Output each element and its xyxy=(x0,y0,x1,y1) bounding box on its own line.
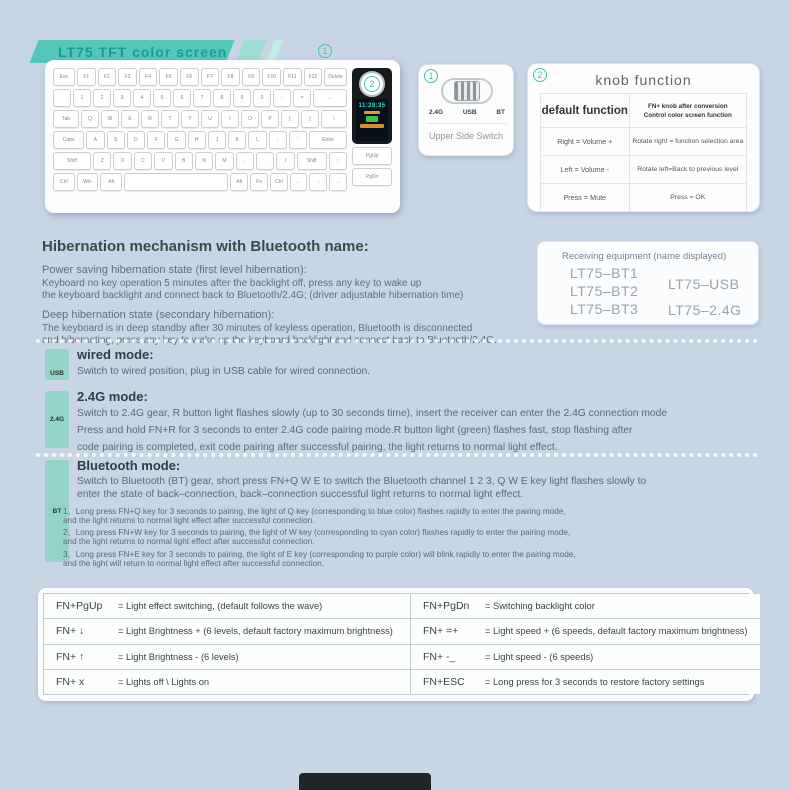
keyboard-key: J xyxy=(208,131,226,149)
bt-mode-title: Bluetooth mode: xyxy=(77,458,181,473)
keyboard-key: ↓ xyxy=(309,173,327,191)
keyboard-key: D xyxy=(127,131,145,149)
hibernation-section xyxy=(42,238,547,347)
keyboard-key: ← xyxy=(313,89,347,107)
keyboard-key: Shift xyxy=(297,152,327,170)
keyboard-key: F xyxy=(147,131,165,149)
keyboard-key: W xyxy=(101,110,119,128)
marker-1-icon: 1 xyxy=(318,44,332,58)
keyboard-key: F4 xyxy=(139,68,158,86)
fn-row xyxy=(411,594,760,619)
keyboard-key: G xyxy=(167,131,185,149)
dotted-divider xyxy=(36,339,758,343)
keyboard-key: K xyxy=(228,131,246,149)
keyboard-key: 6 xyxy=(173,89,191,107)
keyboard-illustration xyxy=(45,60,400,213)
keyboard-key: V xyxy=(154,152,172,170)
tft-clock: 11:28:35 xyxy=(358,103,386,109)
bt-mode-text: Switch to Bluetooth (BT) gear, short press FN+Q W E to switch the Bluetooth channel 1 2 3, Q W E key light flashes slowly to xyxy=(77,476,647,487)
knob-row-cell: Rotate left=Back to previous level xyxy=(630,156,747,184)
fn-combo: FN+PgUp xyxy=(56,600,103,613)
keyboard-key: Z xyxy=(93,152,111,170)
marker-2-icon: 2 xyxy=(364,76,380,92)
hibernation-text: and hibernating, press any key to wake up the keyboard backlight and connect back to Bluetooth/2.4G. xyxy=(42,335,497,346)
24g-mode-text: Press and hold FN+R for 3 seconds to enter 2.4G code pairing mode.R button light (green) flashes fast, stop flashing after xyxy=(77,425,633,436)
keyboard-key: 5 xyxy=(153,89,171,107)
keyboard-key: ] xyxy=(301,110,319,128)
knob-header-fn-line1: FN+ knob after conversion xyxy=(647,102,728,110)
knob-row-cell: Press = OK xyxy=(630,184,747,212)
keyboard-key: A xyxy=(86,131,104,149)
keyboard-key: PgUp xyxy=(352,147,392,165)
keyboard-key: P xyxy=(261,110,279,128)
keyboard-key: I xyxy=(221,110,239,128)
fn-row xyxy=(44,645,411,670)
keyboard-key: . xyxy=(256,152,274,170)
keyboard-key: ' xyxy=(289,131,307,149)
fn-desc: = Light Brightness + (6 levels, default factory maximum brightness) xyxy=(118,626,393,637)
bt-pairing-step: 1、Long press FN+Q key for 3 seconds to pairing, the light of Q key (corresponding to blue color) flashes rapidly to enter the pairing mode, xyxy=(63,507,566,516)
rotary-knob xyxy=(359,71,385,97)
keyboard-key: Q xyxy=(81,110,99,128)
fn-row xyxy=(411,670,760,694)
bt-pairing-step: 2、Long press FN+W key for 3 seconds to pairing, the light of W key (corresponding to cyan color) flashes rapidly to enter the pairing mode, xyxy=(63,528,571,537)
keyboard-key: Alt xyxy=(230,173,248,191)
keyboard-key: T xyxy=(161,110,179,128)
keyboard-key: Win xyxy=(77,173,99,191)
switch-pos-usb: USB xyxy=(462,109,477,116)
fn-desc: = Light Brightness - (6 levels) xyxy=(118,651,239,662)
keyboard-key: F10 xyxy=(262,68,281,86)
keyboard-key: F12 xyxy=(304,68,323,86)
device-name: LT75–USB xyxy=(668,276,740,292)
keyboard-key: 0 xyxy=(253,89,271,107)
keyboard-key: PgDn xyxy=(352,168,392,186)
receiving-names xyxy=(538,264,758,323)
knob-header-default: default function xyxy=(541,94,630,128)
fn-combo: FN+ =+ xyxy=(423,625,459,638)
cutoff-element xyxy=(299,773,431,790)
keyboard-side-column xyxy=(352,68,392,205)
keyboard-key: H xyxy=(188,131,206,149)
24g-mode-title: 2.4G mode: xyxy=(77,389,148,404)
keyboard-key: L xyxy=(248,131,266,149)
keyboard-key: B xyxy=(175,152,193,170)
knob-header-fn xyxy=(630,94,747,128)
keyboard-key: Ctrl xyxy=(53,173,75,191)
keyboard-key: O xyxy=(241,110,259,128)
fn-desc: = Light effect switching, (default follows the wave) xyxy=(118,601,323,612)
fn-combo: FN+ ↓ xyxy=(56,625,85,638)
keyboard-key: ↑ xyxy=(329,152,347,170)
fn-row xyxy=(44,594,411,619)
bt-tag: BT xyxy=(45,460,69,562)
keyboard-key: Ctrl xyxy=(270,173,288,191)
usb-tag: USB xyxy=(45,349,69,380)
bt-pairing-step: and the light returns to normal light effect after successful connection. xyxy=(63,537,315,546)
wired-mode-text: Switch to wired position, plug in USB cable for wired connection. xyxy=(77,366,371,377)
keyboard-key: [ xyxy=(281,110,299,128)
fn-shortcut-table xyxy=(43,593,749,695)
receiving-title: Receiving equipment (name displayed) xyxy=(562,251,727,262)
keyboard-key: F7 xyxy=(201,68,220,86)
tft-screen-module xyxy=(352,68,392,144)
keyboard-key: ; xyxy=(269,131,287,149)
keyboard-key: Shift xyxy=(53,152,91,170)
marker-2-icon: 2 xyxy=(533,68,547,82)
fn-combo: FN+ESC xyxy=(423,675,465,688)
switch-caption: Upper Side Switch xyxy=(428,131,504,141)
24g-mode-text: Switch to 2.4G gear, R button light flashes slowly (up to 30 seconds time), insert the receiver can enter the 2.4G connection mode xyxy=(77,408,668,419)
fn-combo: FN+ -_ xyxy=(423,650,456,663)
switch-positions xyxy=(429,109,505,116)
keyboard-key: F8 xyxy=(221,68,240,86)
keyboard-key: F9 xyxy=(242,68,261,86)
hibernation-sub1: Power saving hibernation state (first level hibernation): xyxy=(42,264,307,276)
knob-row-cell: Left = Volume - xyxy=(541,156,630,184)
hibernation-title: Hibernation mechanism with Bluetooth name: xyxy=(42,238,369,255)
keyboard-key: 1 xyxy=(73,89,91,107)
fn-combo: FN+ x xyxy=(56,675,85,688)
keyboard-key: F2 xyxy=(98,68,117,86)
keyboard-key: Esc xyxy=(53,68,75,86)
hibernation-text: The keyboard is in deep standby after 30 minutes of keyless operation, Bluetooth is disconnected xyxy=(42,323,473,334)
keyboard-key: N xyxy=(195,152,213,170)
marker-1-icon: 1 xyxy=(424,69,438,83)
dotted-divider xyxy=(36,453,758,457)
fn-desc: = Switching backlight color xyxy=(485,601,595,612)
keyboard-key: 4 xyxy=(133,89,151,107)
keyboard-key: - xyxy=(273,89,291,107)
keyboard-key: Delete xyxy=(324,68,347,86)
tft-status-bar xyxy=(364,111,380,114)
fn-desc: = Lights off \ Lights on xyxy=(118,676,210,687)
switch-pos-24g: 2.4G xyxy=(429,109,444,116)
receiving-equipment-box xyxy=(537,241,759,325)
keyboard-key: = xyxy=(293,89,311,107)
keyboard-key: \ xyxy=(321,110,347,128)
keyboard-key: → xyxy=(329,173,347,191)
keyboard-key: R xyxy=(141,110,159,128)
knob-function-table xyxy=(540,93,747,212)
fn-row xyxy=(44,619,411,644)
fn-row xyxy=(411,645,760,670)
keyboard-key: E xyxy=(121,110,139,128)
hibernation-sub2: Deep hibernation state (secondary hibernation): xyxy=(42,309,275,321)
tft-display xyxy=(356,99,388,141)
keyboard-key: ← xyxy=(290,173,308,191)
knob-row-cell: Right = Volume + xyxy=(541,128,630,156)
fn-desc: = Light speed - (6 speeds) xyxy=(485,651,594,662)
device-name: LT75–BT2 xyxy=(570,283,639,299)
fn-desc: = Light speed + (6 speeds, default factory maximum brightness) xyxy=(485,626,748,637)
fn-combo: FN+PgDn xyxy=(423,600,470,613)
keyboard-key: U xyxy=(201,110,219,128)
keyboard-key xyxy=(124,173,228,191)
knob-row-cell: Rotate right = function selection area xyxy=(630,128,747,156)
keyboard-key: F3 xyxy=(118,68,137,86)
fn-shortcut-container xyxy=(38,588,754,701)
keyboard-key: 7 xyxy=(193,89,211,107)
divider xyxy=(427,123,507,124)
fn-row xyxy=(44,670,411,694)
knob-header-fn-line2: Control color screen function xyxy=(643,111,732,119)
knob-row-cell: Press = Mute xyxy=(541,184,630,212)
keyboard-key: 3 xyxy=(113,89,131,107)
bt-pairing-step: and the light returns to normal light effect after successful connection. xyxy=(63,516,315,525)
keyboard-key: Enter xyxy=(309,131,347,149)
switch-pos-bt: BT xyxy=(496,109,505,116)
keyboard-key: M xyxy=(215,152,233,170)
keyboard-key: C xyxy=(134,152,152,170)
hibernation-text: Keyboard no key operation 5 minutes after the backlight off, press any key to wake up xyxy=(42,278,422,289)
keyboard-key: / xyxy=(276,152,294,170)
keyboard-key: F1 xyxy=(77,68,96,86)
page-keys xyxy=(352,147,392,189)
tft-date-bar xyxy=(360,124,384,128)
keyboard-key: 9 xyxy=(233,89,251,107)
keyboard-key: Fn xyxy=(250,173,268,191)
bt-pairing-step: and the light will return to normal light effect after successful connection. xyxy=(63,559,325,568)
keyboard-key: F11 xyxy=(283,68,302,86)
keyboard-key: F5 xyxy=(159,68,178,86)
hibernation-text: the keyboard backlight and connect back to Bluetooth/2.4G; (driver adjustable hibernation time) xyxy=(42,290,464,301)
keyboard-key: Tab xyxy=(53,110,79,128)
knob-function-card xyxy=(527,63,760,212)
keyboard-key: 2 xyxy=(93,89,111,107)
device-name: LT75–BT1 xyxy=(570,265,639,281)
knob-function-title: knob function xyxy=(595,72,692,88)
keyboard-key: S xyxy=(107,131,125,149)
switch-slider-icon xyxy=(454,81,480,101)
keyboard-key: ` xyxy=(53,89,71,107)
keyboard-key: Caps xyxy=(53,131,84,149)
device-name: LT75–2.4G xyxy=(668,302,742,318)
device-name: LT75–BT3 xyxy=(570,301,639,317)
fn-desc: = Long press for 3 seconds to restore factory settings xyxy=(485,676,705,687)
keyboard-key: Y xyxy=(181,110,199,128)
keyboard-key: X xyxy=(113,152,131,170)
keyboard-key: 8 xyxy=(213,89,231,107)
fn-combo: FN+ ↑ xyxy=(56,650,85,663)
wired-mode-title: wired mode: xyxy=(77,347,154,362)
24g-tag: 2.4G xyxy=(45,391,69,448)
keyboard-key: F6 xyxy=(180,68,199,86)
upper-side-switch-box xyxy=(418,64,514,156)
slide-switch-icon xyxy=(441,78,493,104)
24g-mode-text: code pairing is completed, exit code pairing after successful pairing, the light returns to normal light effect. xyxy=(77,442,558,453)
bt-pairing-step: 3、Long press FN+E key for 3 seconds to pairing, the light of E key (corresponding to purple color) will blink rapidly to enter the pairing mode, xyxy=(63,550,576,559)
keyboard-key: , xyxy=(236,152,254,170)
keyboard-key: Alt xyxy=(100,173,122,191)
fn-row xyxy=(411,619,760,644)
page-title: LT75 TFT color screen xyxy=(58,44,228,60)
keyboard-keys xyxy=(53,68,347,205)
battery-indicator-icon xyxy=(366,116,378,122)
bt-mode-text: enter the state of back–connection, back–connection successful light returns to normal light effect. xyxy=(77,489,524,500)
